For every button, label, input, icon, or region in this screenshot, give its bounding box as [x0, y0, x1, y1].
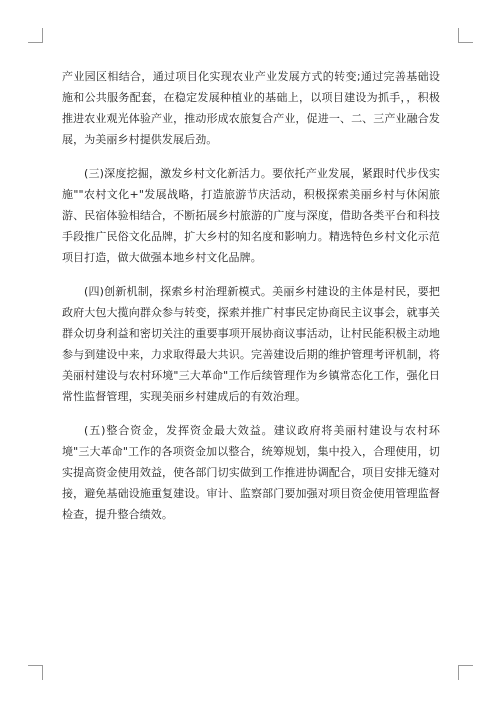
- paragraph-governance-mechanism: (四)创新机制，探索乡村治理新模式。美丽乡村建设的主体是村民，要把政府大包大揽向群众参与转变，探索并推广村事民定协商民主议事会，就事关群众切身利益和密切关注的重要事项开展协商议事活动，让村民能积极主动地参与到建设中来，力求取得最大共识。完善建设后期的维护管理考评机制，将美丽村建设与农村环境"三大革命"工作后续管理作为乡镇常态化工作，强化日常性监督管理，实现美丽乡村建成后的有效治理。: [62, 285, 440, 403]
- paragraph-continuation: 产业园区相结合，通过项目化实现农业产业发展方式的转变;通过完善基础设施和公共服务配套，在稳定发展种植业的基础上，以项目建设为抓手，，积极推进农业观光体验产业，推动形成农旅复合产业，促进一、二、三产业融合发展，为美丽乡村提供发展后劲。: [62, 70, 440, 146]
- crop-mark-top-left: [28, 28, 43, 43]
- paragraph-cultural-vitality: (三)深度挖掘，激发乡村文化新活力。要依托产业发展，紧跟时代步伐实施""农村文化+"发展战略，打造旅游节庆活动，积极探索美丽乡村与休闲旅游、民宿体验相结合，不断拓展乡村旅游的广度与深度，借助各类平台和科技手段推广民俗文化品牌，扩大乡村的知名度和影响力。精选特色乡村文化示范项目打造，做大做强本地乡村文化品牌。: [62, 167, 440, 264]
- paragraph-fund-integration: (五)整合资金，发挥资金最大效益。建议政府将美丽村建设与农村环境"三大革命"工作的各项资金加以整合，统筹规划，集中投入，合理使用，切实提高资金使用效益，使各部门切实做到工作推进协调配合，项目安排无缝对接，避免基础设施重复建设。审计、监察部门要加强对项目资金使用管理监督检查，提升整合绩效。: [62, 424, 440, 521]
- crop-mark-bottom-left: [28, 665, 43, 680]
- document-body: [62, 66, 440, 538]
- crop-mark-bottom-right: [458, 665, 473, 680]
- crop-mark-top-right: [458, 28, 473, 43]
